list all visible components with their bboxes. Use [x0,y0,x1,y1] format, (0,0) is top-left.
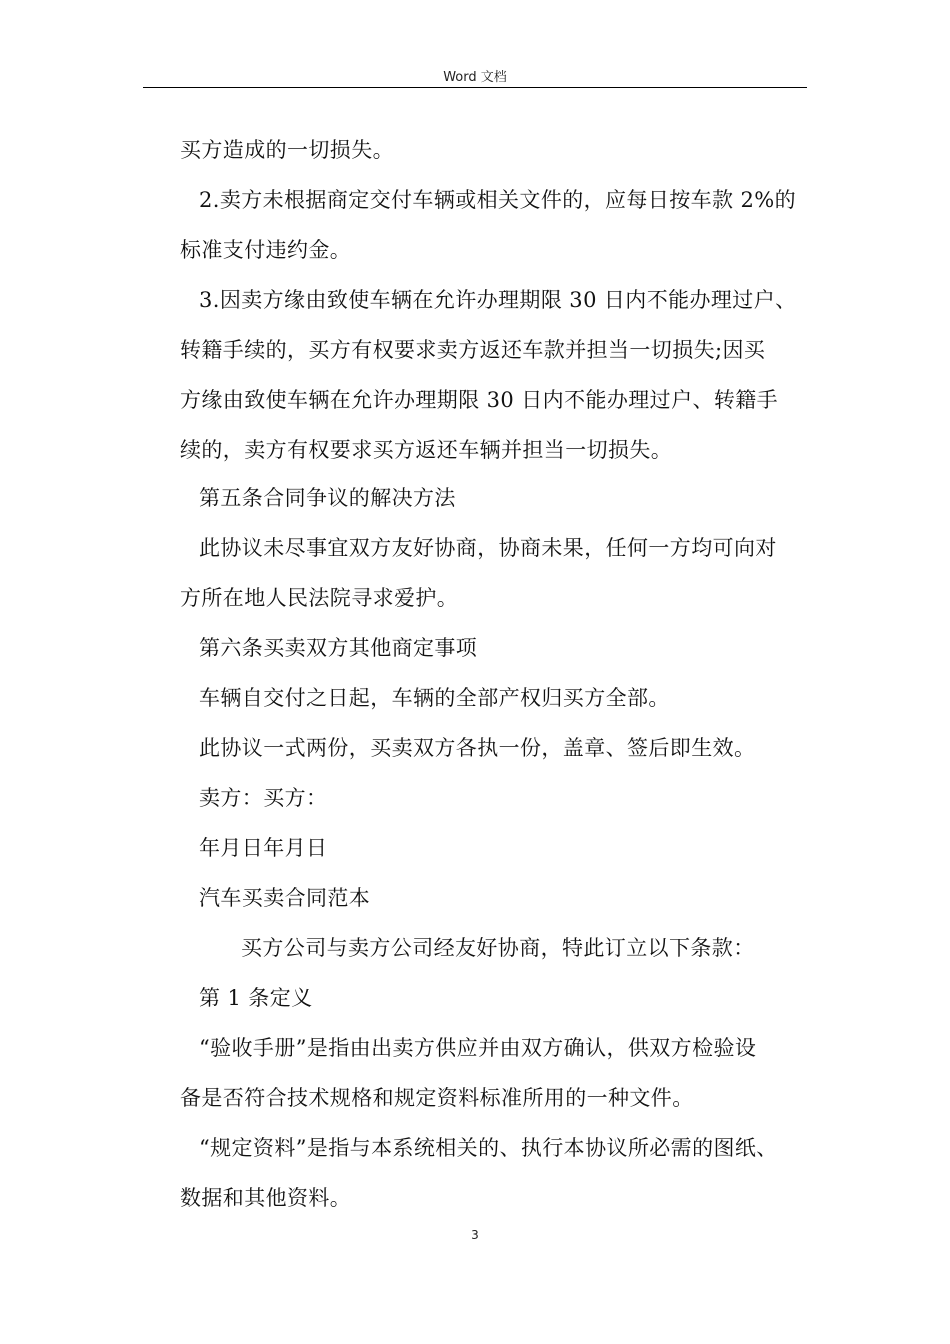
signature-dates: 年月日年月日 [199,836,328,860]
body-line: 方缘由致使车辆在允许办理期限 30 日内不能办理过户、转籍手 [180,388,779,412]
section-heading: 第五条合同争议的解决方法 [199,486,456,510]
body-line: 买方造成的一切损失。 [180,138,394,162]
body-line: 方所在地人民法院寻求爱护。 [180,586,459,610]
header-title: Word 文档 [443,70,507,85]
document-subtitle: 汽车买卖合同范本 [199,886,371,910]
page-number: 3 [471,1228,479,1242]
body-line: 续的，卖方有权要求买方返还车辆并担当一切损失。 [180,438,673,462]
body-line: 3.因卖方缘由致使车辆在允许办理期限 30 日内不能办理过户、 [199,288,797,312]
signature-parties: 卖方：买方： [199,786,328,810]
body-line: 数据和其他资料。 [180,1186,352,1210]
body-line: “规定资料”是指与本系统相关的、执行本协议所必需的图纸、 [199,1136,778,1160]
body-line: 转籍手续的，买方有权要求卖方返还车款并担当一切损失;因买 [180,338,766,362]
body-line: 标准支付违约金。 [180,238,352,262]
body-line: 买方公司与卖方公司经友好协商，特此订立以下条款： [241,936,755,960]
section-heading: 第六条买卖双方其他商定事项 [199,636,478,660]
body-line: “验收手册”是指由出卖方供应并由双方确认，供双方检验设 [199,1036,757,1060]
body-line: 备是否符合技术规格和规定资料标准所用的一种文件。 [180,1086,694,1110]
section-heading: 第 1 条定义 [199,986,313,1010]
body-line: 此协议未尽事宜双方友好协商，协商未果，任何一方均可向对 [199,536,777,560]
body-line: 此协议一式两份，买卖双方各执一份，盖章、签后即生效。 [199,736,756,760]
body-line: 车辆自交付之日起，车辆的全部产权归买方全部。 [199,686,670,710]
header-divider [143,87,807,88]
body-line: 2.卖方未根据商定交付车辆或相关文件的，应每日按车款 2%的 [199,188,797,212]
